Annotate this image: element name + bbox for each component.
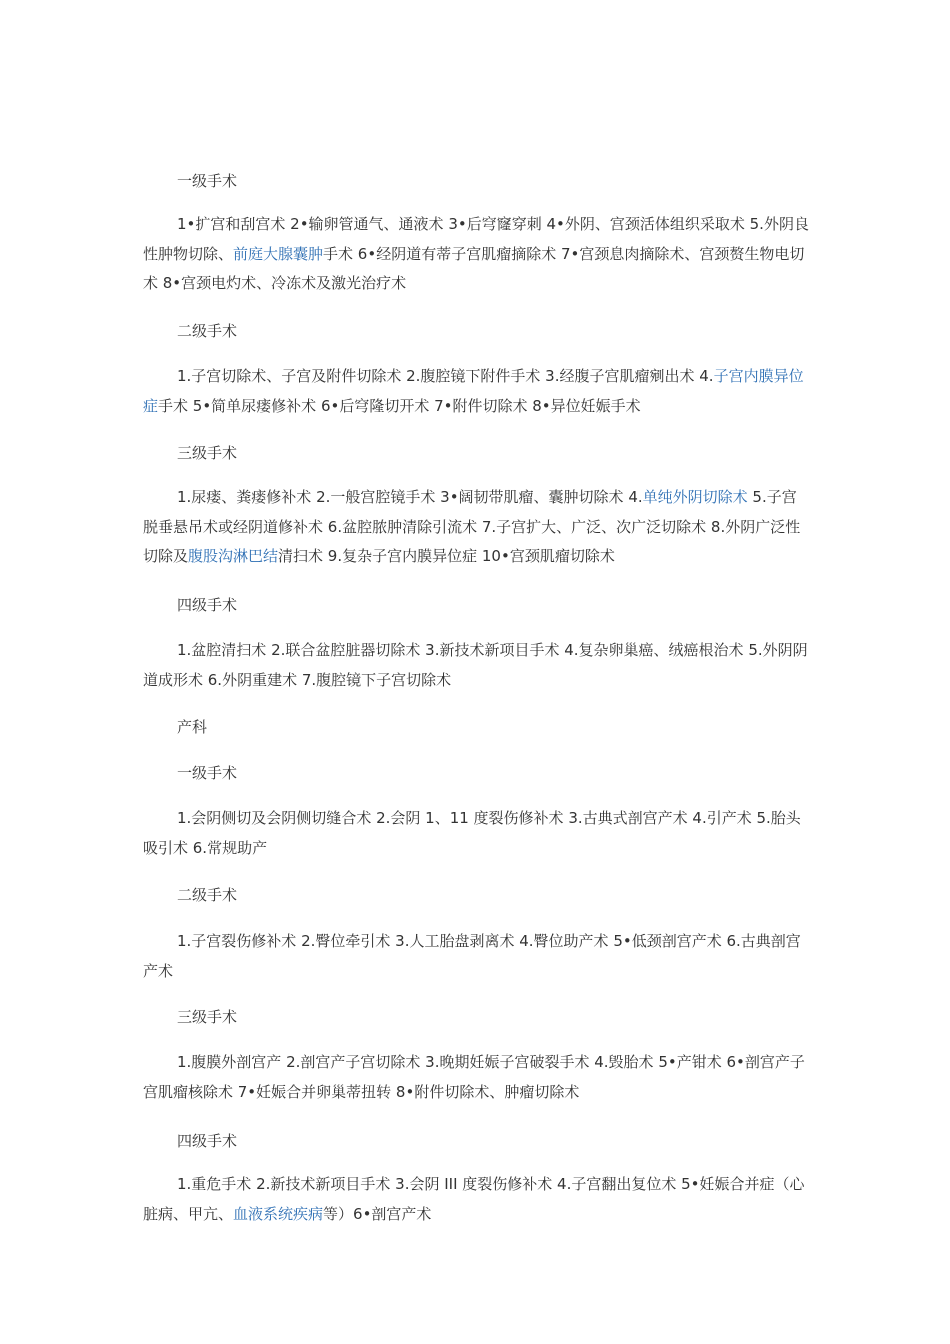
section-heading: 三级手术 bbox=[177, 444, 238, 462]
section-paragraph bbox=[143, 1048, 811, 1107]
text-run: 等）6•剖宫产术 bbox=[323, 1204, 432, 1223]
text-run: 1.重危手术 2.新技术新项目手术 3.会阴 III 度裂伤修补术 4.子宫翻出复位术 5•妊娠合并症（心脏病、甲亢、 bbox=[143, 1175, 805, 1223]
link-blood-system-disease[interactable]: 血液系统疾病 bbox=[233, 1204, 324, 1223]
text-run: 1•扩宫和刮宫术 2•输卵管通气、通液术 3•后穹窿穿刺 4•外阴、宫颈活体组织采取术 5.外阴良性肿物切除、 bbox=[143, 215, 809, 263]
text-run: 1.腹膜外剖宫产 2.剖宫产子宫切除术 3.晚期妊娠子宫破裂手术 4.毁胎术 5•产钳术 6•剖宫产子宫肌瘤核除术 7•妊娠合并卵巢蒂扭转 8•附件切除术、肿瘤切除术 bbox=[143, 1053, 805, 1101]
section-heading: 二级手术 bbox=[177, 322, 238, 340]
section-paragraph bbox=[143, 362, 811, 421]
link-endometriosis[interactable]: 子宫内膜异位症 bbox=[143, 367, 804, 415]
section-heading: 四级手术 bbox=[177, 1132, 238, 1150]
text-run: 1.会阴侧切及会阴侧切缝合术 2.会阴 1、11 度裂伤修补术 3.古典式剖宫产术 4.引产术 5.胎头吸引术 6.常规助产 bbox=[143, 809, 801, 857]
department-heading: 产科 bbox=[177, 718, 208, 736]
section-paragraph bbox=[143, 636, 811, 695]
link-simple-vulvectomy[interactable]: 单纯外阴切除术 bbox=[642, 488, 748, 506]
section-paragraph bbox=[143, 483, 811, 572]
text-run: 1.子宫切除术、子宫及附件切除术 2.腹腔镜下附件手术 3.经腹子宫肌瘤剜出术 4. bbox=[177, 367, 714, 385]
section-heading: 四级手术 bbox=[177, 596, 238, 614]
text-run: 手术 5•简单尿瘘修补术 6•后穹隆切开术 7•附件切除术 8•异位妊娠手术 bbox=[158, 396, 641, 415]
section-heading: 一级手术 bbox=[177, 172, 238, 190]
link-vestibular-gland-cyst[interactable]: 前庭大腺囊肿 bbox=[233, 244, 324, 263]
section-heading: 三级手术 bbox=[177, 1008, 238, 1026]
text-run: 清扫术 9.复杂子宫内膜异位症 10•宫颈肌瘤切除术 bbox=[278, 547, 615, 565]
section-paragraph bbox=[143, 927, 811, 986]
text-run: 1.尿瘘、粪瘘修补术 2.一般宫腔镜手术 3•阔韧带肌瘤、囊肿切除术 4. bbox=[177, 488, 643, 506]
section-paragraph bbox=[143, 210, 811, 299]
section-heading: 二级手术 bbox=[177, 886, 238, 904]
section-paragraph bbox=[143, 1170, 811, 1229]
link-inguinal-lymph-nodes[interactable]: 腹股沟淋巴结 bbox=[188, 547, 279, 565]
text-run: 1.子宫裂伤修补术 2.臀位牵引术 3.人工胎盘剥离术 4.臀位助产术 5•低颈剖宫产术 6.古典剖宫产术 bbox=[143, 932, 801, 980]
section-paragraph bbox=[143, 804, 811, 863]
section-heading: 一级手术 bbox=[177, 764, 238, 782]
text-run: 5.子宫脱垂悬吊术或经阴道修补术 6.盆腔脓肿清除引流术 7.子宫扩大、广泛、次广泛切除术 8.外阴广泛性切除及 bbox=[143, 488, 801, 565]
text-run: 手术 6•经阴道有蒂子宫肌瘤摘除术 7•宫颈息肉摘除术、宫颈赘生物电切术 8•宫颈电灼术、冷冻术及激光治疗术 bbox=[143, 244, 805, 292]
text-run: 1.盆腔清扫术 2.联合盆腔脏器切除术 3.新技术新项目手术 4.复杂卵巢癌、绒癌根治术 5.外阴阴道成形术 6.外阴重建术 7.腹腔镜下子宫切除术 bbox=[143, 641, 808, 689]
